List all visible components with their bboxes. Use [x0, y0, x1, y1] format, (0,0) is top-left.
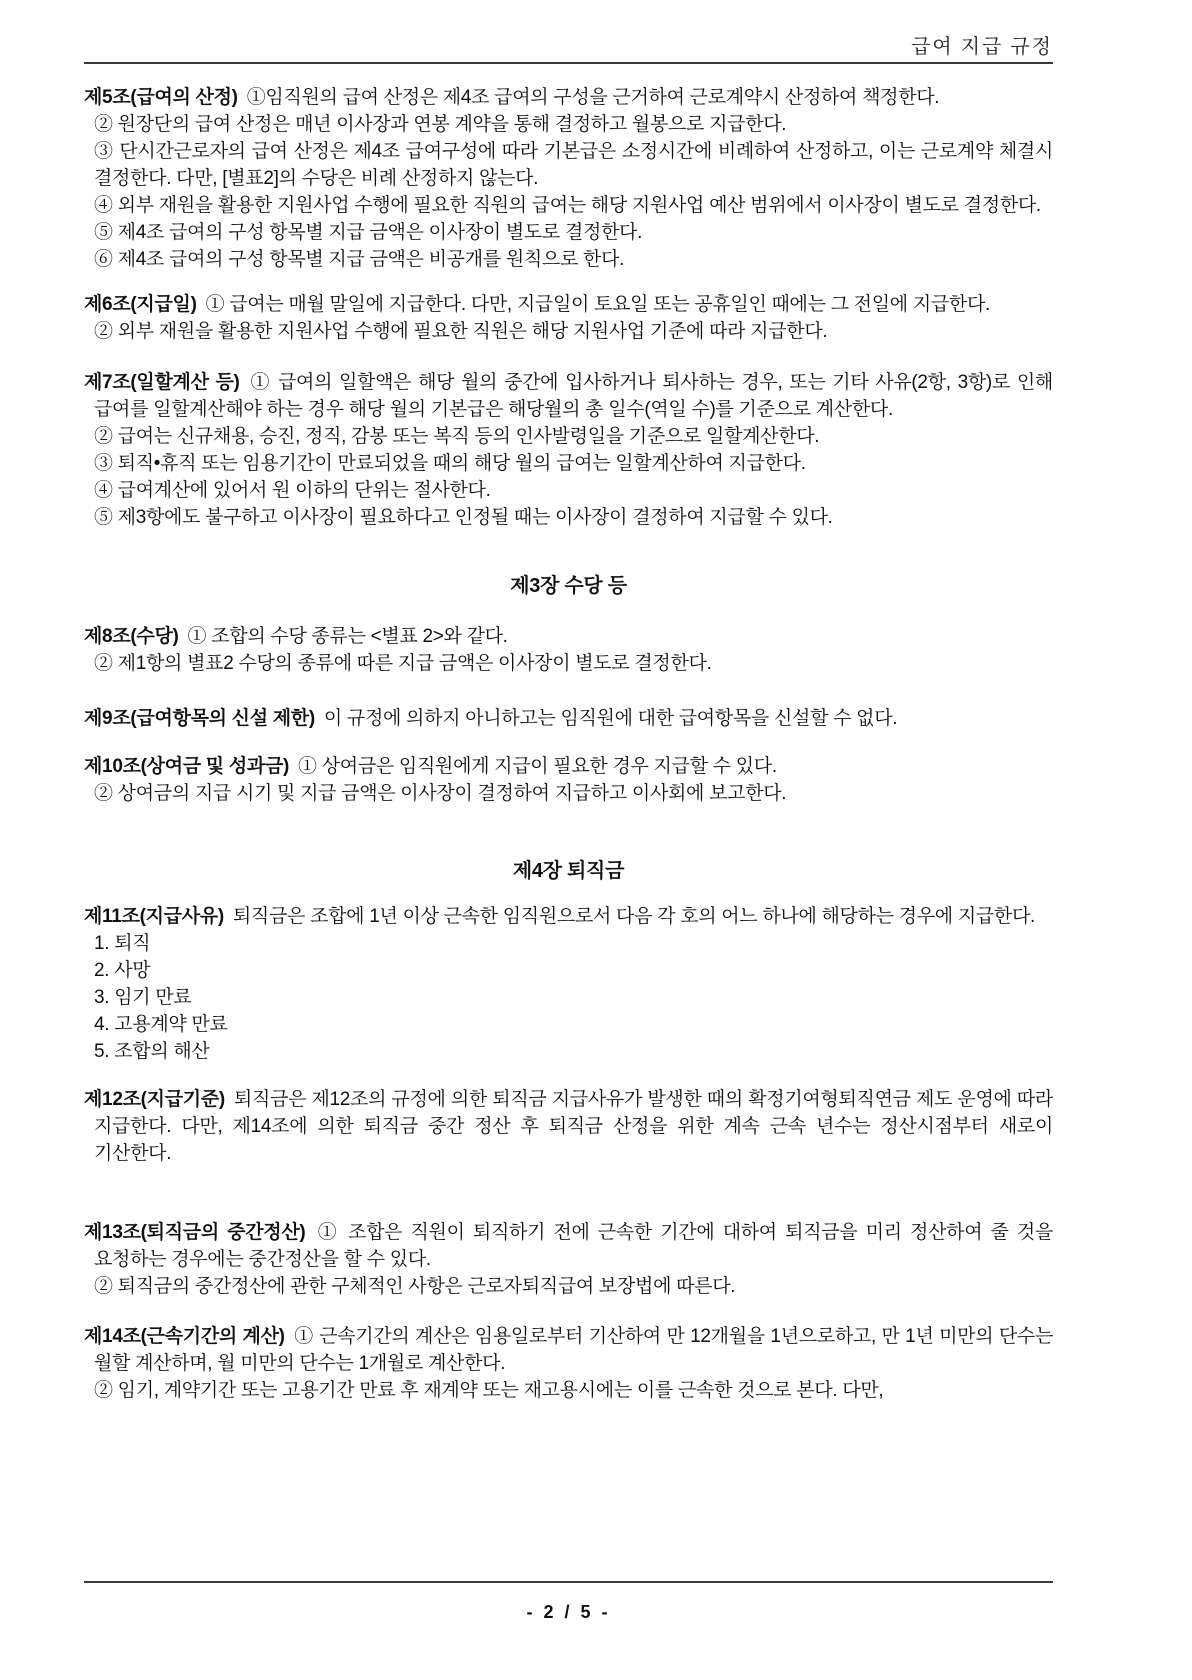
article-intro: 이 규정에 의하지 아니하고는 임직원에 대한 급여항목을 신설할 수 없다.: [323, 708, 898, 729]
article-intro: 퇴직금은 제12조의 규정에 의한 퇴직금 지급사유가 발생한 때의 확정기여형퇴직연금 제도 운영에 따라 지급한다. 다만, 제14조에 의한 퇴직금 중간 정산 후 퇴직금 산정을 위한 계속 근속 년수는 정산시점부터 새로이 기산한다.: [94, 1089, 1053, 1164]
clause: ⑤ 제4조 급여의 구성 항목별 지급 금액은 이사장이 별도로 결정한다.: [94, 222, 643, 243]
article-lead: [84, 1323, 1053, 1377]
clause: ④ 급여계산에 있어서 원 이하의 단위는 절사한다.: [94, 480, 491, 501]
article-intro: 퇴직금은 조합에 1년 이상 근속한 임직원으로서 다음 각 호의 어느 하나에 해당하는 경우에 지급한다.: [232, 906, 1036, 927]
article-title: 제7조(일할계산 등): [84, 372, 240, 393]
clause: ② 제1항의 별표2 수당의 종류에 따른 지급 금액은 이사장이 별도로 결정한다.: [94, 653, 712, 674]
clause: ② 급여는 신규채용, 승진, 정직, 감봉 또는 복직 등의 인사발령일을 기준으로 일할계산한다.: [94, 426, 820, 447]
article-13: [84, 1219, 1053, 1300]
article-title: 제9조(급여항목의 신설 제한): [84, 708, 315, 729]
list-item: 5. 조합의 해산: [94, 1041, 210, 1062]
clause: ② 임기, 계약기간 또는 고용기간 만료 후 재계약 또는 재고용시에는 이를 근속한 것으로 본다. 다만,: [94, 1380, 884, 1401]
page-number: - 2 / 5 -: [526, 1602, 611, 1622]
clause: ② 퇴직금의 중간정산에 관한 구체적인 사항은 근로자퇴직급여 보장법에 따른다.: [94, 1276, 736, 1297]
clause: ② 외부 재원을 활용한 지원사업 수행에 필요한 직원은 해당 지원사업 기준에 따라 지급한다.: [94, 321, 828, 342]
chapter-heading-4: 제4장 퇴직금: [512, 860, 625, 882]
article-intro: ①임직원의 급여 산정은 제4조 급여의 구성을 근거하여 근로계약시 산정하여 책정한다.: [246, 87, 940, 108]
article-12: [84, 1086, 1053, 1167]
article-title: 제8조(수당): [84, 626, 179, 647]
article-7: [84, 369, 1053, 531]
article-lead: [84, 903, 1053, 930]
article-title: 제12조(지급기준): [84, 1089, 225, 1110]
header-rule: [84, 62, 1053, 64]
article-lead: [84, 1219, 1053, 1273]
article-title: 제11조(지급사유): [84, 906, 224, 927]
article-lead: [84, 1086, 1053, 1167]
article-lead: [84, 705, 1053, 732]
article-lead: [84, 623, 1053, 650]
article-intro: ① 급여의 일할액은 해당 월의 중간에 입사하거나 퇴사하는 경우, 또는 기타 사유(2항, 3항)로 인해 급여를 일할계산해야 하는 경우 해당 월의 기본급은 해당월의 총 일수(역일 수)를 기준으로 계산한다.: [94, 372, 1053, 420]
list-item: 3. 임기 만료: [94, 987, 192, 1008]
article-14: [84, 1323, 1053, 1404]
article-10: [84, 753, 1053, 807]
footer-rule: [84, 1581, 1053, 1583]
chapter-heading-3: 제3장 수당 등: [510, 575, 627, 597]
article-9: [84, 705, 1053, 732]
article-lead: [84, 369, 1053, 423]
clause: ④ 외부 재원을 활용한 지원사업 수행에 필요한 직원의 급여는 해당 지원사업 예산 범위에서 이사장이 별도로 결정한다.: [94, 195, 1041, 216]
article-intro: ① 급여는 매월 말일에 지급한다. 다만, 지급일이 토요일 또는 공휴일인 때에는 그 전일에 지급한다.: [205, 294, 991, 315]
article-8: [84, 623, 1053, 677]
clause: ② 상여금의 지급 시기 및 지급 금액은 이사장이 결정하여 지급하고 이사회에 보고한다.: [94, 783, 787, 804]
article-lead: [84, 291, 1053, 318]
article-5: [84, 84, 1053, 273]
article-6: [84, 291, 1053, 345]
article-title: 제5조(급여의 산정): [84, 87, 238, 108]
article-lead: [84, 84, 1053, 111]
article-title: 제13조(퇴직금의 중간정산): [84, 1222, 306, 1243]
list-item: 4. 고용계약 만료: [94, 1014, 228, 1035]
page-header: [84, 30, 1053, 59]
clause: ⑥ 제4조 급여의 구성 항목별 지급 금액은 비공개를 원칙으로 한다.: [94, 249, 625, 270]
article-title: 제6조(지급일): [84, 294, 197, 315]
article-intro: ① 조합의 수당 종류는 <별표 2>와 같다.: [187, 626, 508, 647]
article-lead: [84, 753, 1053, 780]
clause: ⑤ 제3항에도 불구하고 이사장이 필요하다고 인정될 때는 이사장이 결정하여 지급할 수 있다.: [94, 507, 833, 528]
list-item: 1. 퇴직: [94, 933, 151, 954]
clause: ③ 퇴직•휴직 또는 임용기간이 만료되었을 때의 해당 월의 급여는 일할계산하여 지급한다.: [94, 453, 806, 474]
article-title: 제14조(근속기간의 계산): [84, 1326, 285, 1347]
article-intro: ① 조합은 직원이 퇴직하기 전에 근속한 기간에 대하여 퇴직금을 미리 정산하여 줄 것을 요청하는 경우에는 중간정산을 할 수 있다.: [94, 1222, 1053, 1270]
list-item: 2. 사망: [94, 960, 151, 981]
clause: ② 원장단의 급여 산정은 매년 이사장과 연봉 계약을 통해 결정하고 월봉으로 지급한다.: [94, 114, 787, 135]
article-11: [84, 903, 1053, 1065]
clause: ③ 단시간근로자의 급여 산정은 제4조 급여구성에 따라 기본급은 소정시간에 비례하여 산정하고, 이는 근로계약 체결시 결정한다. 다만, [별표2]의 수당은 비례 산정하지 않는다.: [94, 141, 1053, 189]
article-intro: ① 상여금은 임직원에게 지급이 필요한 경우 지급할 수 있다.: [298, 756, 777, 777]
header-title: 급여 지급 규정: [911, 36, 1053, 58]
document-body: [84, 84, 1053, 1404]
article-intro: ① 근속기간의 계산은 임용일로부터 기산하여 만 12개월을 1년으로하고, 만 1년 미만의 단수는 월할 계산하며, 월 미만의 단수는 1개월로 계산한다.: [94, 1326, 1053, 1374]
article-title: 제10조(상여금 및 성과금): [84, 756, 290, 777]
